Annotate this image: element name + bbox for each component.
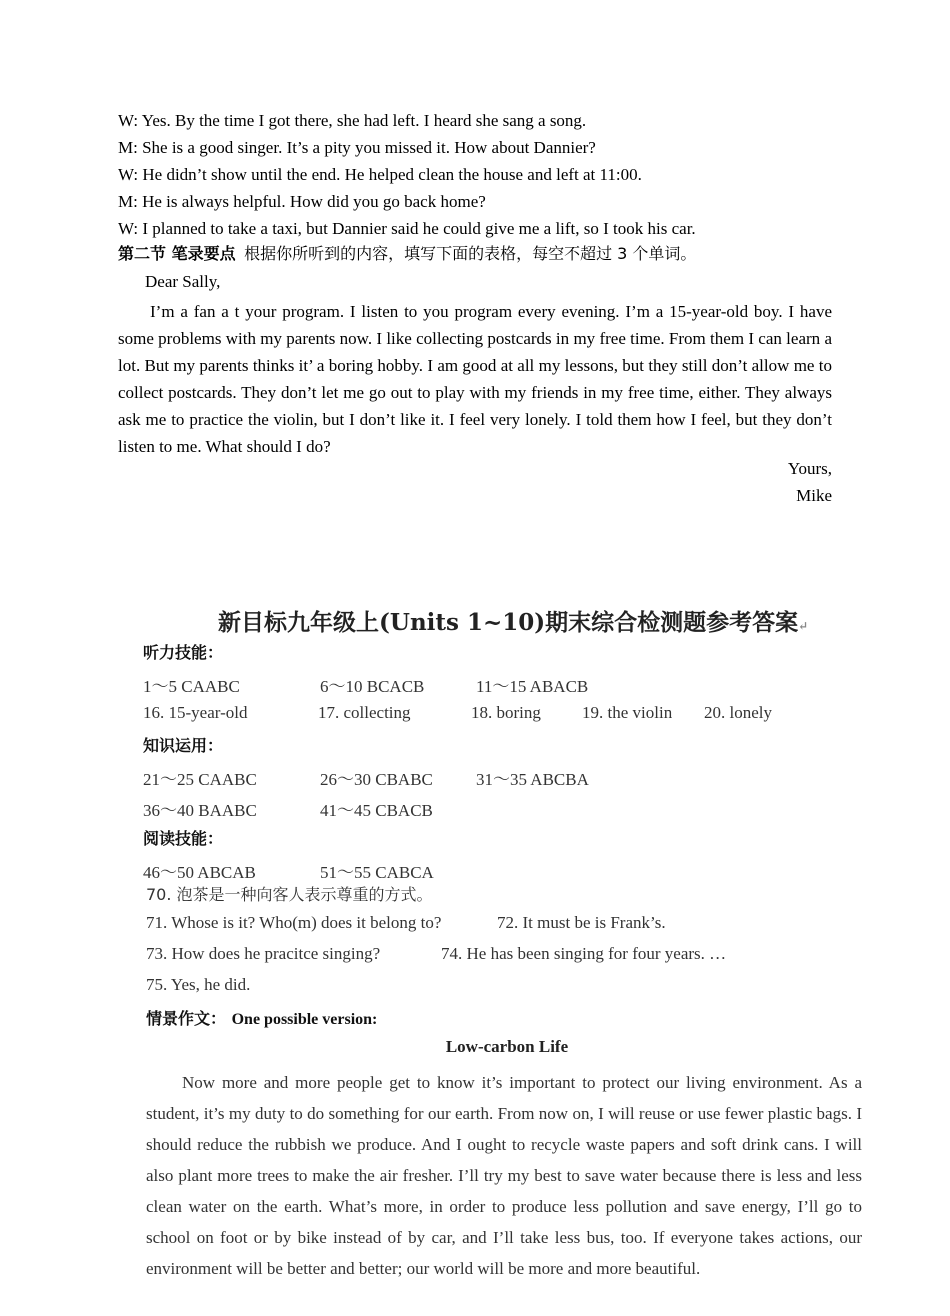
listening-row-2-c: 18. boring [471, 703, 541, 722]
knowledge-row-1-c: 31～35 ABCBA [476, 770, 589, 789]
answer-key-title [218, 604, 808, 637]
reading-row-1-b: 51～55 CABCA [320, 863, 434, 882]
letter-closing: Yours, [787, 459, 832, 478]
writing-header [146, 1006, 377, 1029]
section2-title: 第二节 笔录要点 [118, 244, 236, 263]
essay-body: Now more and more people get to know it’s important to protect our living environment. As a student, it’s my duty to do something for our earth. From now on, I will reuse or use fewer plastic bags. I should reduce the rubbish we produce. And I ought to recycle waste papers and soft drink cans. I will also plant more trees to make the air fresher. I’ll try my best to save water because there is less and less clean water on the earth. What’s more, in order to produce less pollution and save energy, I’ll go to school on foot or by bike instead of by car, and I’ll take less bus, too. If everyone takes actions, our environment will be better and better; our world will be more and more beautiful. [146, 1073, 862, 1278]
knowledge-row-2-a: 36～40 BAABC [143, 801, 257, 820]
writing-header-label: 情景作文： [146, 1009, 227, 1028]
listening-row-1-c: 11～15 ABACB [476, 677, 589, 696]
reading-row-1-a: 46～50 ABCAB [143, 863, 256, 882]
writing-sub-label: One possible version: [231, 1011, 378, 1028]
answer-key-title-text: 新目标九年级上(Units 1~10)期末综合检测题参考答案 [218, 609, 799, 636]
knowledge-row-1-b: 26～30 CBABC [320, 770, 433, 789]
listening-row-1-a: 1～5 CAABC [143, 677, 240, 696]
listening-row-2-b: 17. collecting [318, 703, 411, 722]
answer-75: 75. Yes, he did. [146, 975, 251, 994]
dialog-line-5: W: I planned to take a taxi, but Dannier said he could give me a lift, so I took his car. [118, 219, 696, 238]
knowledge-header: 知识运用： [143, 736, 224, 755]
listening-header: 听力技能： [143, 643, 224, 662]
knowledge-row-1-a: 21～25 CAABC [143, 770, 257, 789]
listening-row-1-b: 6～10 BCACB [320, 677, 425, 696]
listening-row-2-a: 16. 15-year-old [143, 703, 248, 722]
letter-signature: Mike [796, 486, 832, 505]
reading-header: 阅读技能： [143, 829, 224, 848]
dialog-line-2: M: She is a good singer. It’s a pity you missed it. How about Dannier? [118, 138, 596, 157]
section2-instruction: 根据你所听到的内容，填写下面的表格，每空不超过 3 个单词。 [244, 244, 697, 263]
answer-74: 74. He has been singing for four years. … [441, 944, 727, 963]
essay-title: Low-carbon Life [445, 1037, 569, 1056]
letter-body: I’m a fan a t your program. I listen to you program every evening. I’m a 15-year-old boy. I have some problems with my parents now. I like collecting postcards in my free time. From them I can learn a lot. But my parents thinks it’ a boring hobby. I am good at all my lessons, but they still don’t allow me to collect postcards. They don’t let me go out to play with my friends in my free time, either. They always ask me to practice the violin, but I don’t like it. I feel very lonely. I told them how I feel, but they don’t listen to me. What should I do? [118, 302, 832, 456]
dialog-line-4: M: He is always helpful. How did you go back home? [118, 192, 486, 211]
paragraph-mark-icon: ↵ [798, 619, 809, 633]
knowledge-row-2-b: 41～45 CBACB [320, 801, 433, 820]
answer-73: 73. How does he pracitce singing? [146, 944, 381, 963]
section2-heading [118, 244, 696, 264]
listening-row-2-d: 19. the violin [582, 703, 673, 722]
letter-greeting: Dear Sally, [145, 272, 221, 291]
listening-row-2-e: 20. lonely [704, 703, 772, 722]
answer-71: 71. Whose is it? Who(m) does it belong to? [146, 913, 442, 932]
answer-70: 70. 泡茶是一种向客人表示尊重的方式。 [146, 885, 433, 904]
dialog-line-3: W: He didn’t show until the end. He helped clean the house and left at 11:00. [118, 165, 642, 184]
answer-72: 72. It must be is Frank’s. [497, 913, 666, 932]
dialog-line-1: W: Yes. By the time I got there, she had left. I heard she sang a song. [118, 111, 587, 130]
